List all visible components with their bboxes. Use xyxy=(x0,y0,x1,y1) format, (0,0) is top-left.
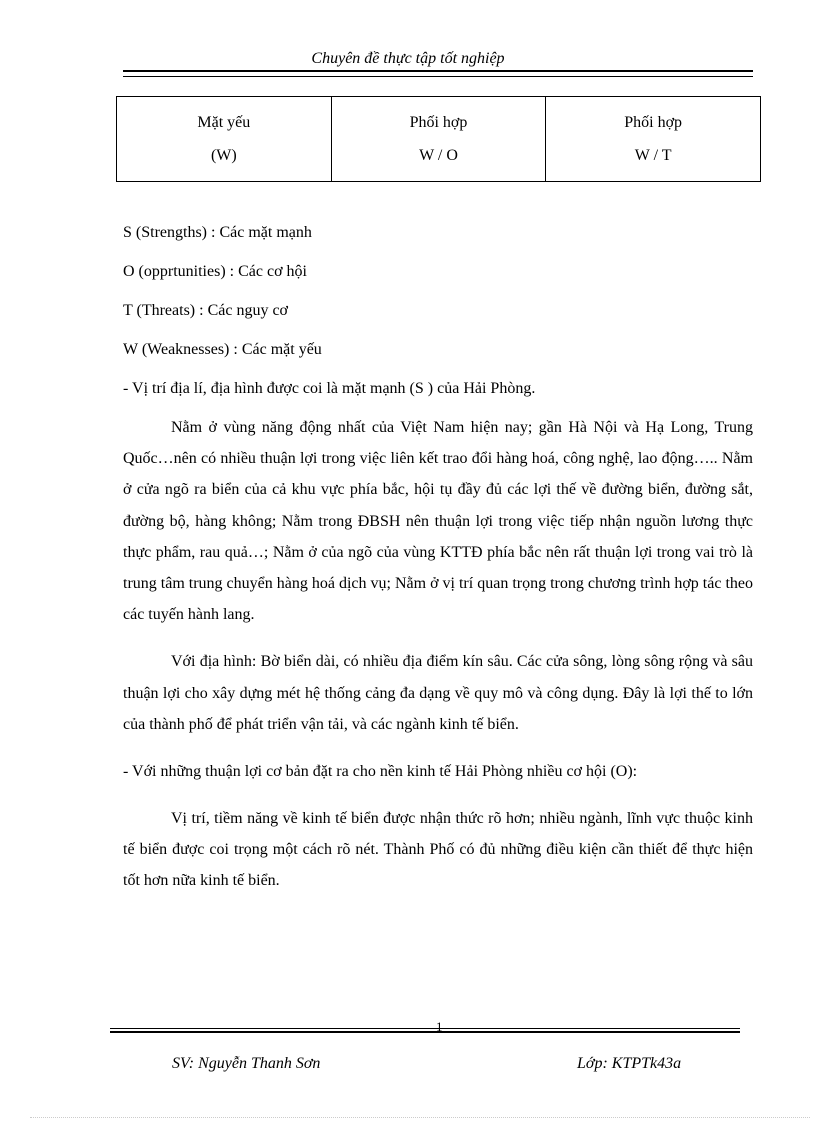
legend-strengths: S (Strengths) : Các mặt mạnh xyxy=(123,224,312,241)
cell-line-1: Phối hợp xyxy=(624,114,683,131)
table-row xyxy=(117,97,761,182)
page-bottom-divider xyxy=(30,1117,810,1118)
table-cell xyxy=(331,97,546,182)
cell-line-2: (W) xyxy=(210,147,237,164)
legend-opportunities: O (opprtunities) : Các cơ hội xyxy=(123,263,307,280)
table-cell xyxy=(546,97,761,182)
footer-student: SV: Nguyễn Thanh Sơn xyxy=(172,1055,321,1072)
cell-line-1: Phối hợp xyxy=(409,114,468,131)
bullet-opportunities: - Với những thuận lợi cơ bản đặt ra cho nền kinh tế Hải Phòng nhiều cơ hội (O): xyxy=(123,763,638,781)
footer-rule-thin xyxy=(110,1028,740,1029)
page-number: 1 xyxy=(436,1019,443,1034)
legend-threats: T (Threats) : Các nguy cơ xyxy=(123,302,288,319)
cell-line-1: Mặt yếu xyxy=(197,114,251,131)
document-body xyxy=(123,213,753,905)
header-rule-thick xyxy=(123,70,753,72)
paragraph-opportunities: Vị trí, tiềm năng về kinh tế biển được nhận thức rõ hơn; nhiều ngành, lĩnh vực thuộc kinh tế biển được coi trọng một cách rõ nét. Thành Phố có đủ những điều kiện cần thiết để thực hiện tốt hơn nữa kinh tế biển. xyxy=(123,810,753,890)
table-cell xyxy=(117,97,332,182)
footer-rule-thick xyxy=(110,1031,740,1033)
swot-table xyxy=(116,96,761,182)
bullet-location: - Vị trí địa lí, địa hình được coi là mặt mạnh (S ) của Hải Phòng. xyxy=(123,380,536,397)
cell-line-2: W / T xyxy=(634,147,672,164)
footer-class: Lớp: KTPTk43a xyxy=(577,1055,682,1072)
paragraph-terrain: Với địa hình: Bờ biển dài, có nhiều địa điểm kín sâu. Các cửa sông, lòng sông rộng và sâu thuận lợi cho xây dựng mét hệ thống cảng đa dạng về quy mô và công dụng. Đây là lợi thế to lớn của thành phố để phát triển vận tải, và các ngành kinh tế biển. xyxy=(123,653,753,733)
legend-weaknesses: W (Weaknesses) : Các mặt yếu xyxy=(123,341,322,358)
header-title: Chuyên đề thực tập tốt nghiệp xyxy=(311,50,505,67)
cell-line-2: W / O xyxy=(419,147,458,164)
paragraph-location: Nằm ở vùng năng động nhất của Việt Nam hiện nay; gần Hà Nội và Hạ Long, Trung Quốc…nên có nhiều thuận lợi trong việc liên kết trao đổi hàng hoá, công nghệ, lao động….. Nằm ở cửa ngõ ra biển của cả khu vực phía bắc, hội tụ đầy đủ các lợi thế về đường biển, đường sắt, đường bộ, hàng không; Nằm trong ĐBSH nên thuận lợi trong việc tiếp nhận nguồn lương thực thực phẩm, rau quả…; Nằm ở của ngõ của vùng KTTĐ phía bắc nên rất thuận lợi trong vai trò là trung tâm trung chuyển hàng hoá dịch vụ; Nằm ở vị trí quan trọng trong chương trình hợp tác theo các tuyến hành lang. xyxy=(123,419,753,624)
header-rule-thin xyxy=(123,76,753,77)
